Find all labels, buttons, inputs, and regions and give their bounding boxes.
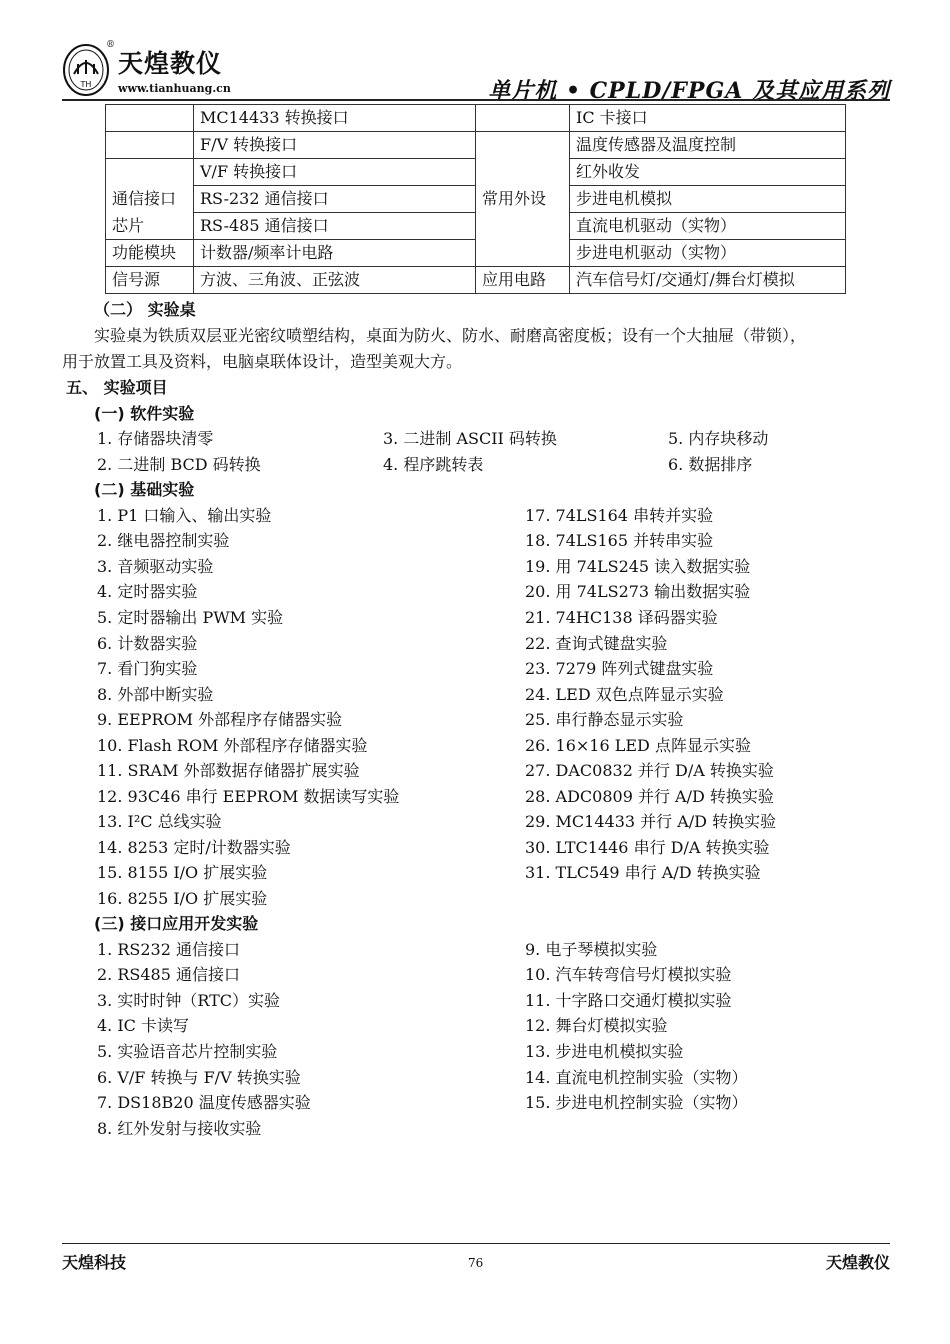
- list-item: 5. 内存块移动: [668, 429, 769, 448]
- table-cell: IC 卡接口: [570, 105, 846, 132]
- list-item: 24. LED 双色点阵显示实验: [525, 685, 724, 704]
- list-item: 19. 用 74LS245 读入数据实验: [525, 557, 751, 576]
- list-item: 2. RS485 通信接口: [97, 965, 240, 984]
- list-item: 16. 8255 I/O 扩展实验: [97, 889, 268, 908]
- table-cell: 汽车信号灯/交通灯/舞台灯模拟: [570, 267, 846, 294]
- desk-paragraph-line-2: 用于放置工具及资料，电脑桌联体设计，造型美观大方。: [62, 352, 463, 371]
- list-item: 15. 8155 I/O 扩展实验: [97, 863, 268, 882]
- table-row: [106, 240, 846, 267]
- table-cell: 信号源: [106, 267, 194, 294]
- list-item: 21. 74HC138 译码器实验: [525, 608, 718, 627]
- list-item: 18. 74LS165 并转串实验: [525, 531, 714, 550]
- brand-name: 天煌教仪: [118, 49, 223, 78]
- registered-mark: ®: [106, 40, 115, 50]
- list-item: 14. 直流电机控制实验（实物）: [525, 1068, 748, 1087]
- list-item: 27. DAC0832 并行 D/A 转换实验: [525, 761, 774, 780]
- list-item: 10. Flash ROM 外部程序存储器实验: [97, 736, 368, 755]
- table-cell: 常用外设: [476, 186, 570, 213]
- list-item: 8. 红外发射与接收实验: [97, 1119, 262, 1138]
- table-cell: 步进电机驱动（实物）: [570, 240, 846, 267]
- brand-url: www.tianhuang.cn: [118, 82, 231, 95]
- table-cell: RS-232 通信接口: [194, 186, 476, 213]
- list-item: 13. 步进电机模拟实验: [525, 1042, 684, 1061]
- list-item: 5. 实验语音芯片控制实验: [97, 1042, 278, 1061]
- table-cell: 芯片: [106, 213, 194, 240]
- table-row: [106, 213, 846, 240]
- table-cell: MC14433 转换接口: [194, 105, 476, 132]
- list-item: 4. IC 卡读写: [97, 1016, 190, 1035]
- table-cell: 温度传感器及温度控制: [570, 132, 846, 159]
- table-cell: 红外收发: [570, 159, 846, 186]
- table-cell: 直流电机驱动（实物）: [570, 213, 846, 240]
- table-cell: [106, 132, 194, 159]
- list-item: 23. 7279 阵列式键盘实验: [525, 659, 714, 678]
- list-item: 7. DS18B20 温度传感器实验: [97, 1093, 311, 1112]
- list-item: 7. 看门狗实验: [97, 659, 198, 678]
- list-item: 1. RS232 通信接口: [97, 940, 240, 959]
- table-cell: [476, 105, 570, 132]
- list-item: 26. 16×16 LED 点阵显示实验: [525, 736, 751, 755]
- list-item: 6. 计数器实验: [97, 634, 198, 653]
- page-number: 76: [468, 1256, 484, 1270]
- list-item: 2. 继电器控制实验: [97, 531, 230, 550]
- list-item: 11. SRAM 外部数据存储器扩展实验: [97, 761, 360, 780]
- table-cell: 功能模块: [106, 240, 194, 267]
- list-item: 28. ADC0809 并行 A/D 转换实验: [525, 787, 774, 806]
- table-cell: 计数器/频率计电路: [194, 240, 476, 267]
- desk-heading: （二） 实验桌: [94, 300, 196, 319]
- list-item: 8. 外部中断实验: [97, 685, 214, 704]
- list-item: 31. TLC549 串行 A/D 转换实验: [525, 863, 761, 882]
- footer-left: 天煌科技: [62, 1253, 127, 1272]
- list-item: 1. P1 口输入、输出实验: [97, 506, 272, 525]
- list-item: 11. 十字路口交通灯模拟实验: [525, 991, 732, 1010]
- table-row: [106, 267, 846, 294]
- list-item: 29. MC14433 并行 A/D 转换实验: [525, 812, 777, 831]
- table-cell: 通信接口: [106, 186, 194, 213]
- logo-monogram: TH: [80, 80, 92, 89]
- desk-paragraph-line-1: 实验桌为铁质双层亚光密纹喷塑结构，桌面为防火、防水、耐磨高密度板；设有一个大抽屉（带锁），: [94, 326, 807, 345]
- list-item: 20. 用 74LS273 输出数据实验: [525, 582, 751, 601]
- table-cell: 步进电机模拟: [570, 186, 846, 213]
- list-item: 5. 定时器输出 PWM 实验: [97, 608, 284, 627]
- list-item: 30. LTC1446 串行 D/A 转换实验: [525, 838, 770, 857]
- list-item: 9. 电子琴模拟实验: [525, 940, 658, 959]
- footer-right: 天煌教仪: [825, 1253, 890, 1272]
- table-cell: V/F 转换接口: [194, 159, 476, 186]
- table-cell: 方波、三角波、正弦波: [194, 267, 476, 294]
- list-item: 3. 音频驱动实验: [97, 557, 214, 576]
- list-item: 6. V/F 转换与 F/V 转换实验: [97, 1068, 301, 1087]
- list-item: 14. 8253 定时/计数器实验: [97, 838, 291, 857]
- table-cell: [476, 159, 570, 186]
- table-row: [106, 186, 846, 213]
- table-row: [106, 132, 846, 159]
- table-cell: [476, 132, 570, 159]
- list-item: 4. 程序跳转表: [383, 455, 484, 474]
- list-item: 12. 舞台灯模拟实验: [525, 1016, 668, 1035]
- interface-heading: (三) 接口应用开发实验: [94, 914, 259, 933]
- page-header: [62, 40, 890, 104]
- list-item: 9. EEPROM 外部程序存储器实验: [97, 710, 343, 729]
- basic-heading: (二) 基础实验: [94, 480, 195, 499]
- table-row: [106, 105, 846, 132]
- table-cell: [106, 105, 194, 132]
- list-item: 6. 数据排序: [668, 455, 753, 474]
- footer-rule: [62, 1243, 890, 1244]
- table-cell: F/V 转换接口: [194, 132, 476, 159]
- table-cell: 应用电路: [476, 267, 570, 294]
- projects-heading: 五、 实验项目: [66, 378, 168, 397]
- series-title: 单片机 • CPLD/FPGA 及其应用系列: [488, 78, 890, 104]
- list-item: 13. I²C 总线实验: [97, 812, 222, 831]
- list-item: 17. 74LS164 串转并实验: [525, 506, 714, 525]
- table-cell: RS-485 通信接口: [194, 213, 476, 240]
- table-cell: [476, 240, 570, 267]
- list-item: 12. 93C46 串行 EEPROM 数据读写实验: [97, 787, 400, 806]
- list-item: 25. 串行静态显示实验: [525, 710, 684, 729]
- header-rule: [62, 99, 890, 101]
- table-row: [106, 159, 846, 186]
- list-item: 15. 步进电机控制实验（实物）: [525, 1093, 748, 1112]
- list-item: 10. 汽车转弯信号灯模拟实验: [525, 965, 732, 984]
- list-item: 4. 定时器实验: [97, 582, 198, 601]
- spec-table: [105, 104, 846, 294]
- list-item: 3. 实时时钟（RTC）实验: [97, 991, 281, 1010]
- list-item: 2. 二进制 BCD 码转换: [97, 455, 261, 474]
- list-item: 3. 二进制 ASCII 码转换: [383, 429, 557, 448]
- table-cell: [476, 213, 570, 240]
- software-heading: (一) 软件实验: [94, 404, 195, 423]
- list-item: 22. 查询式键盘实验: [525, 634, 668, 653]
- table-cell: [106, 159, 194, 186]
- list-item: 1. 存储器块清零: [97, 429, 214, 448]
